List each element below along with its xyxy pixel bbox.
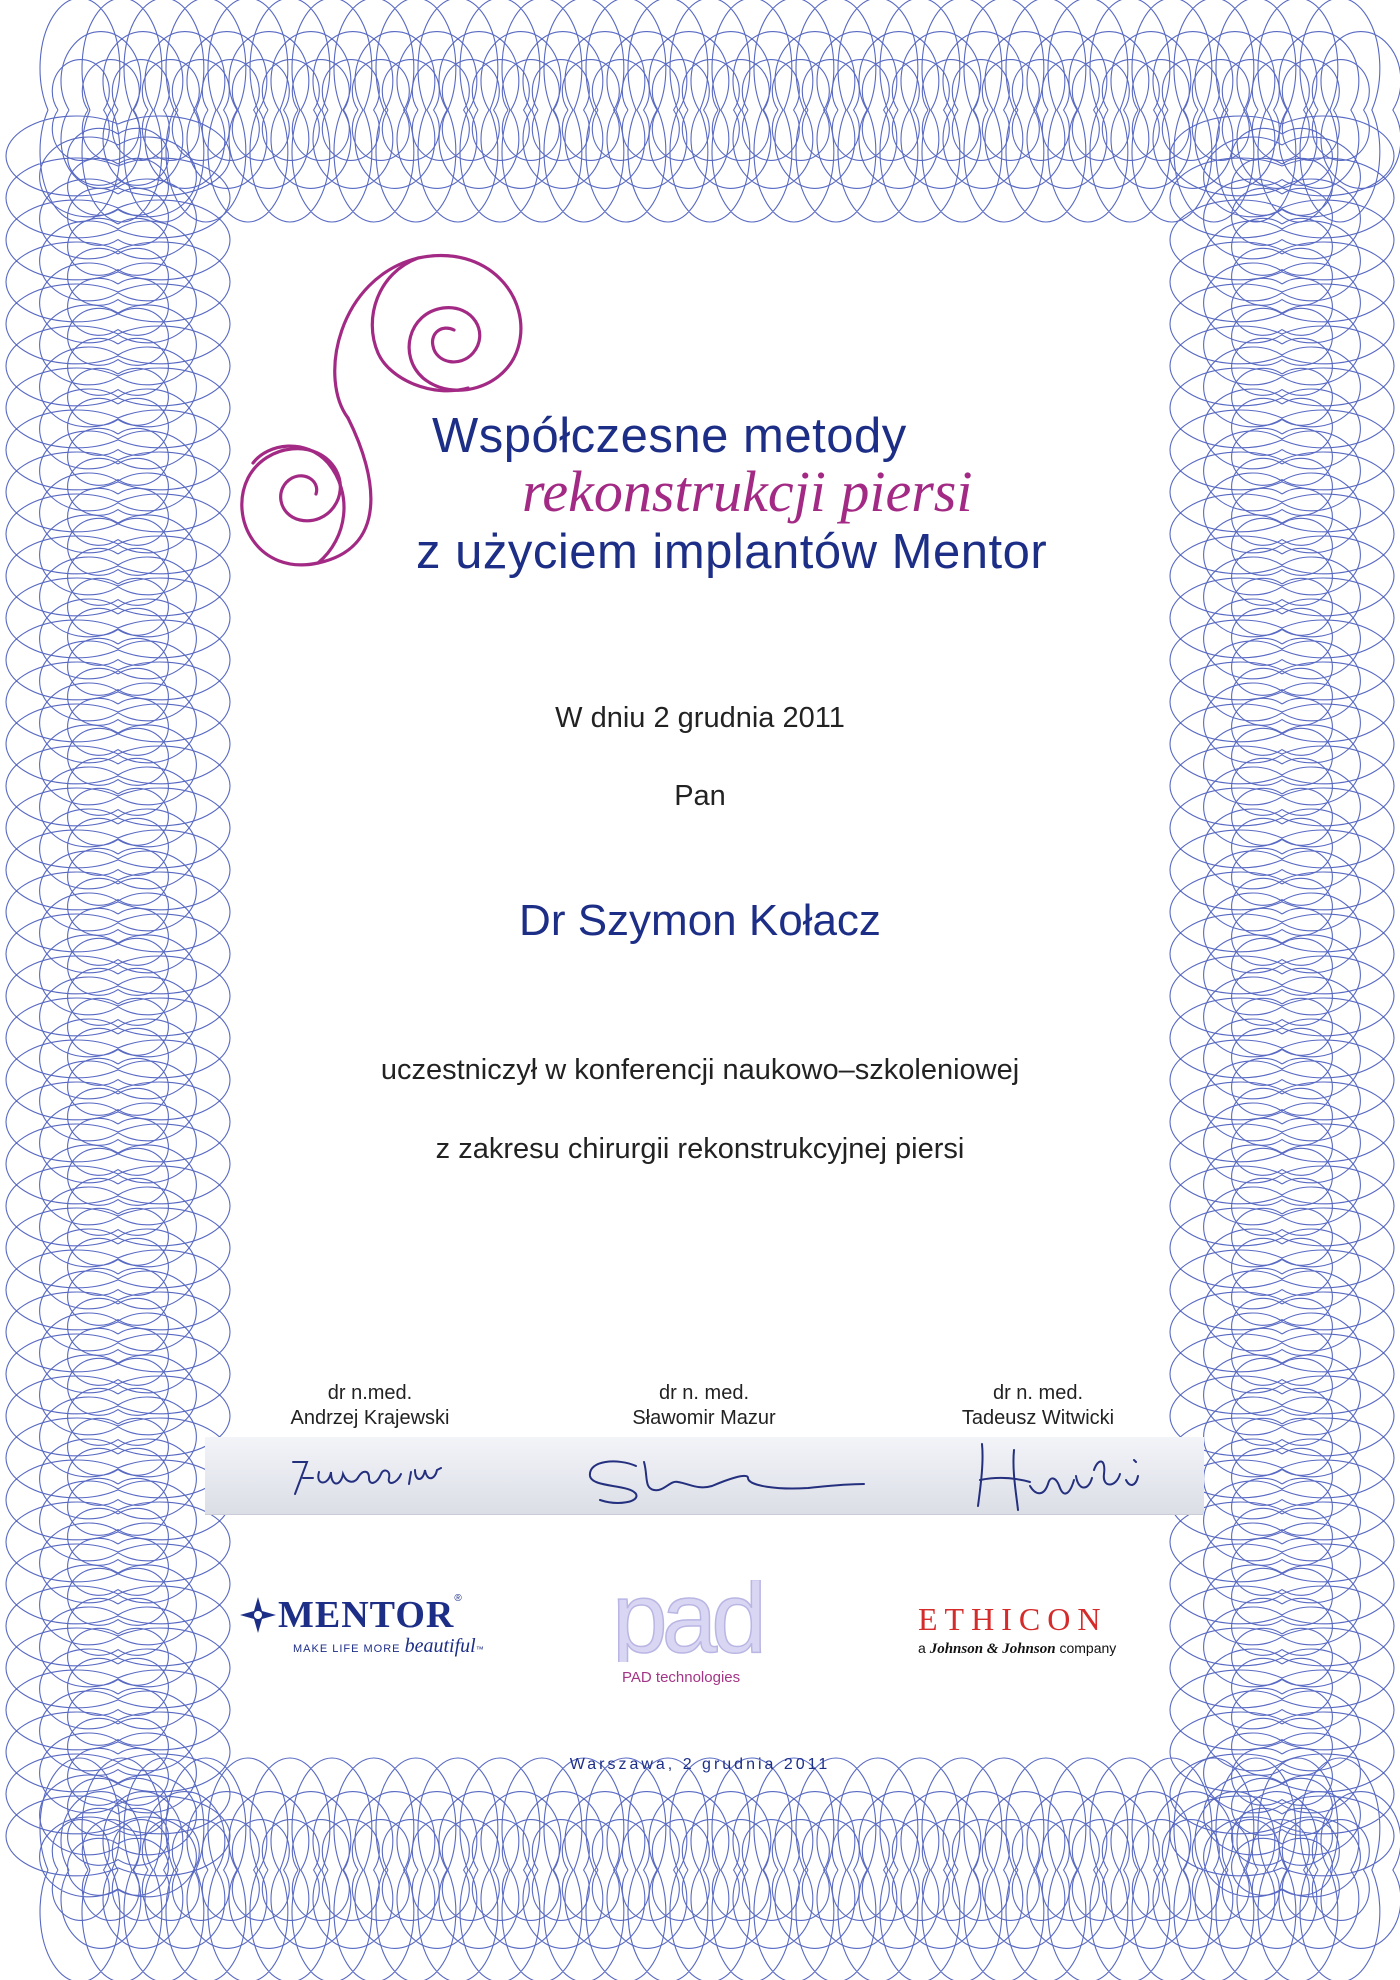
mentor-cross-icon	[238, 1595, 278, 1635]
ethicon-sub-post: company	[1059, 1640, 1117, 1656]
mentor-name: MENTOR	[278, 1594, 455, 1636]
statement-line-2: z zakresu chirurgii rekonstrukcyjnej piersi	[435, 1133, 965, 1165]
ethicon-name: ETHICON	[918, 1601, 1108, 1637]
signatory-1-title: dr n.med.	[327, 1382, 413, 1404]
jnj-brand: Johnson & Johnson	[929, 1641, 1056, 1657]
signatory-3-name: Tadeusz Witwicki	[961, 1407, 1115, 1429]
signatory-1	[200, 1381, 540, 1431]
ethicon-logo	[918, 1601, 1178, 1658]
mentor-tagline	[293, 1635, 498, 1658]
pad-wordmark	[612, 1580, 802, 1662]
signature-1-mark	[285, 1448, 460, 1508]
mentor-tm-mark: ™	[475, 1645, 485, 1654]
signatory-2	[534, 1381, 874, 1431]
pad-logo	[612, 1580, 812, 1686]
statement-line-1: uczestniczył w konferencji naukowo–szkoleniowej	[380, 1054, 1020, 1086]
mentor-tagline-script: beautiful	[404, 1635, 476, 1657]
pad-subtitle: PAD technologies	[622, 1669, 741, 1686]
title-line-2: rekonstrukcji piersi	[522, 459, 973, 524]
signatory-3-title: dr n. med.	[992, 1382, 1084, 1404]
signatory-3	[868, 1381, 1208, 1431]
title-line-3: z użyciem implantów Mentor	[416, 525, 1048, 579]
ethicon-sub-pre: a	[918, 1640, 926, 1656]
mentor-registered-mark: ®	[454, 1593, 462, 1604]
salutation: Pan	[674, 780, 726, 812]
signature-2-mark	[578, 1450, 868, 1510]
signatory-2-title: dr n. med.	[658, 1382, 750, 1404]
mentor-tagline-text: MAKE LIFE MORE	[293, 1643, 401, 1655]
date-line: W dniu 2 grudnia 2011	[555, 702, 845, 734]
ethicon-subtitle	[918, 1640, 1178, 1658]
title-line-1: Współczesne metody	[432, 409, 907, 463]
footer-place-date: Warszawa, 2 grudnia 2011	[569, 1756, 831, 1773]
signatory-1-name: Andrzej Krajewski	[290, 1407, 450, 1429]
signature-3-mark	[970, 1440, 1150, 1515]
signatory-2-name: Sławomir Mazur	[632, 1407, 776, 1429]
svg-text:pad: pad	[612, 1580, 761, 1662]
recipient-name: Dr Szymon Kołacz	[519, 896, 881, 945]
mentor-logo	[238, 1593, 498, 1658]
